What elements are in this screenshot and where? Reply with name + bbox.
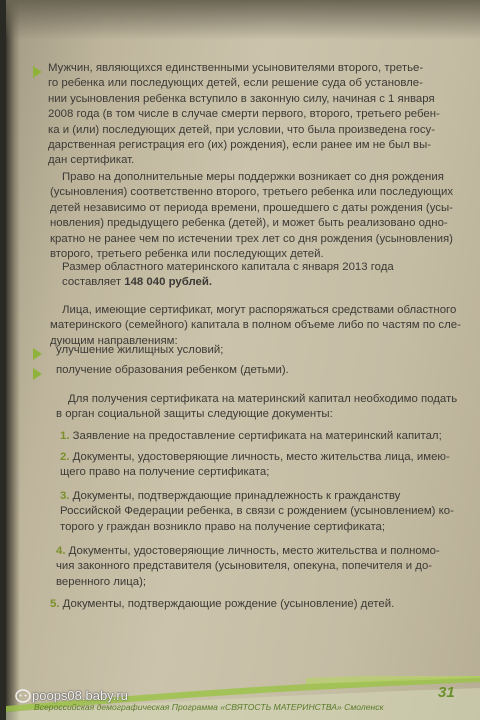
- text-line: торого у граждан возникло право на получение сертификата;: [60, 520, 386, 533]
- text-line: Документы, подтверждающие принадлежность к гражданству: [72, 490, 401, 502]
- text-line: Заявление на предоставление сертификата на материнский капитал;: [72, 430, 442, 442]
- text-line: материнского (семейного) капитала в полном объеме либо по частям по сле-: [50, 319, 461, 332]
- text-line: Документы, удостоверяющие личность, место жительства и полномо-: [68, 545, 440, 557]
- text-line: дующим направлениям:: [50, 334, 178, 347]
- text-line: Документы, удостоверяющие личность, место жительства лица, имею-: [72, 451, 450, 463]
- capital-amount-block: [62, 260, 394, 291]
- bullet-triangle-icon: [33, 368, 42, 380]
- paragraph-right-to-support: [50, 170, 453, 262]
- text-line: в орган социальной защиты следующие документы:: [56, 408, 333, 421]
- document-number: 5.: [50, 598, 60, 610]
- text-line: чия законного представителя (усыновителя, опекуна, попечителя и до-: [56, 560, 433, 573]
- document-item-3: [60, 489, 454, 535]
- watermark-text: poops08.baby.ru: [32, 688, 128, 703]
- text-line: дан сертификат.: [48, 154, 135, 167]
- document-number: 1.: [60, 430, 70, 442]
- document-item-5: [50, 597, 394, 612]
- paragraph-documents-intro: [56, 392, 457, 423]
- document-item-1: [60, 429, 442, 444]
- book-page: [6, 0, 480, 720]
- text-line: 2008 года (в том числе в случае смерти первого, второго, третьего ребен-: [48, 108, 440, 121]
- direction-education: получение образования ребенком (детьми).: [56, 364, 289, 376]
- text-line: новления) предыдущего ребенка (детей), и может быть реализовано одно-: [50, 217, 448, 230]
- text-line: Документы, подтверждающие рождение (усыновление) детей.: [62, 598, 395, 610]
- page-number: 31: [438, 684, 455, 701]
- text-line: кратно не ранее чем по истечении трех лет со дня рождения (усыновления): [50, 232, 453, 245]
- watermark-icon: [14, 687, 32, 703]
- text-line: (усыновления) соответственно второго, третьего ребенка или последующих: [50, 186, 454, 199]
- text-line: Российской Федерации ребенка, в связи с рождением (усыновлением) ко-: [60, 505, 454, 518]
- page-binding-shadow: [6, 0, 20, 720]
- footer-program-title: Всероссийская демографическая Программа «СВЯТОСТЬ МАТЕРИНСТВА» Смоленск: [34, 702, 384, 712]
- capital-line: Размер областного материнского капитала с января 2013 года: [62, 261, 394, 273]
- document-item-4: [56, 544, 440, 590]
- text-line: Для получения сертификата на материнский капитал необходимо подать: [68, 393, 458, 405]
- text-line: го ребенка или последующих детей, если решение суда об установле-: [48, 77, 423, 90]
- paragraph-men-adopters: [48, 61, 440, 169]
- capital-amount: 148 040 рублей.: [124, 276, 213, 289]
- document-number: 2.: [60, 451, 70, 463]
- text-line: Лица, имеющие сертификат, могут распоряжаться средствами областного: [62, 304, 457, 316]
- text-line: щего право на получение сертификата;: [60, 466, 270, 479]
- capital-prefix: составляет: [62, 276, 125, 289]
- document-number: 4.: [56, 545, 66, 557]
- text-line: второго, третьего ребенка или последующих детей.: [50, 248, 324, 261]
- document-number: 3.: [60, 490, 70, 502]
- document-item-2: [60, 450, 450, 481]
- text-line: дарственная регистрация его (их) рождения), если ранее им не был вы-: [48, 139, 432, 152]
- bullet-triangle-icon: [33, 66, 42, 78]
- page-top-shadow: [6, 0, 480, 40]
- bullet-triangle-icon: [33, 348, 42, 360]
- text-line: нии усыновления ребенка вступило в законную силу, начиная с 1 января: [48, 92, 435, 105]
- text-line: веренного лица);: [56, 575, 147, 588]
- text-line: Мужчин, являющихся единственными усыновителями второго, третье-: [48, 62, 424, 74]
- text-line: Право на дополнительные меры поддержки возникает со дня рождения: [62, 171, 444, 183]
- direction-housing: улучшение жилищных условий;: [56, 344, 224, 356]
- text-line: детей независимо от периода времени, прошедшего с даты рождения (усы-: [50, 201, 453, 214]
- text-line: ка и (или) последующих детей, при условии, что была произведена госу-: [48, 123, 436, 136]
